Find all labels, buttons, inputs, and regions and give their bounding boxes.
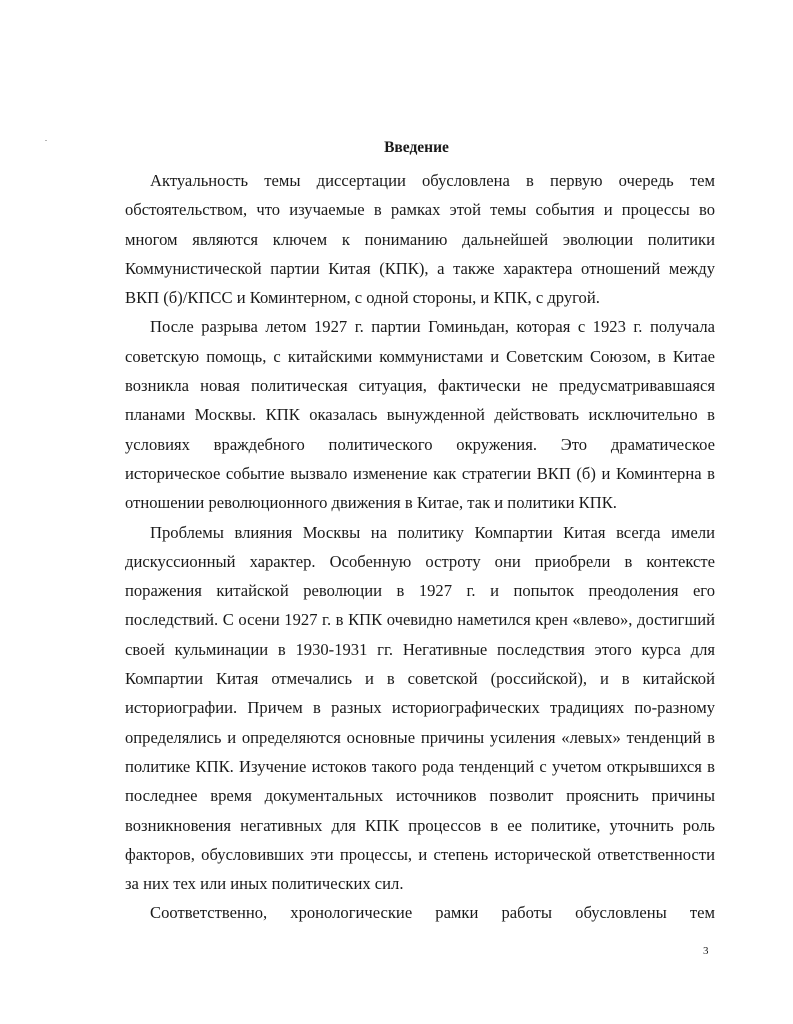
paragraph-moscow-influence: Проблемы влияния Москвы на политику Компартии Китая всегда имели дискуссионный характер. Особенную остроту они приобрели в контексте поражения китайской революции в 1927 г. и попыток преодоления его последствий. С осени 1927 г. в КПК очевидно наметился крен «влево», достигший своей кульминации в 1930-1931 гг. Негативные последствия этого курса для Компартии Китая отмечались и в советской (российской), и в китайской историографии. Причем в разных историографических традициях по-разному определялись и определяются основные причины усиления «левых» тенденций в политике КПК. Изучение истоков такого рода тенденций с учетом открывшихся в последнее время документальных источников позволит прояснить причины возникновения негативных для КПК процессов в ее политике, уточнить роль факторов, обусловивших эти процессы, и степень исторической ответственности за них тех или иных политических сил. (125, 522, 715, 894)
page-number: 3 (703, 945, 709, 957)
body-text (125, 166, 715, 928)
page-title: Введение (384, 139, 449, 156)
paragraph-historical-context: После разрыва летом 1927 г. партии Гоминьдан, которая с 1923 г. получала советскую помощь, с китайскими коммунистами и Советским Союзом, в Китае возникла новая политическая ситуация, фактически не предусматривавшаяся планами Москвы. КПК оказалась вынужденной действовать исключительно в условиях враждебного политического окружения. Это драматическое историческое событие вызвало изменение как стратегии ВКП (б) и Коминтерна в отношении революционного движения в Китае, так и политики КПК. (125, 317, 715, 513)
paragraph-chronology: Соответственно, хронологические рамки работы обусловлены тем (150, 903, 715, 923)
paragraph-relevance: Актуальность темы диссертации обусловлена в первую очередь тем обстоятельством, что изучаемые в рамках этой темы события и процессы во многом являются ключем к пониманию дальнейшей эволюции политики Коммунистической партии Китая (КПК), а также характера отношений между ВКП (б)/КПСС и Коминтерном, с одной стороны, и КПК, с другой. (125, 171, 715, 308)
